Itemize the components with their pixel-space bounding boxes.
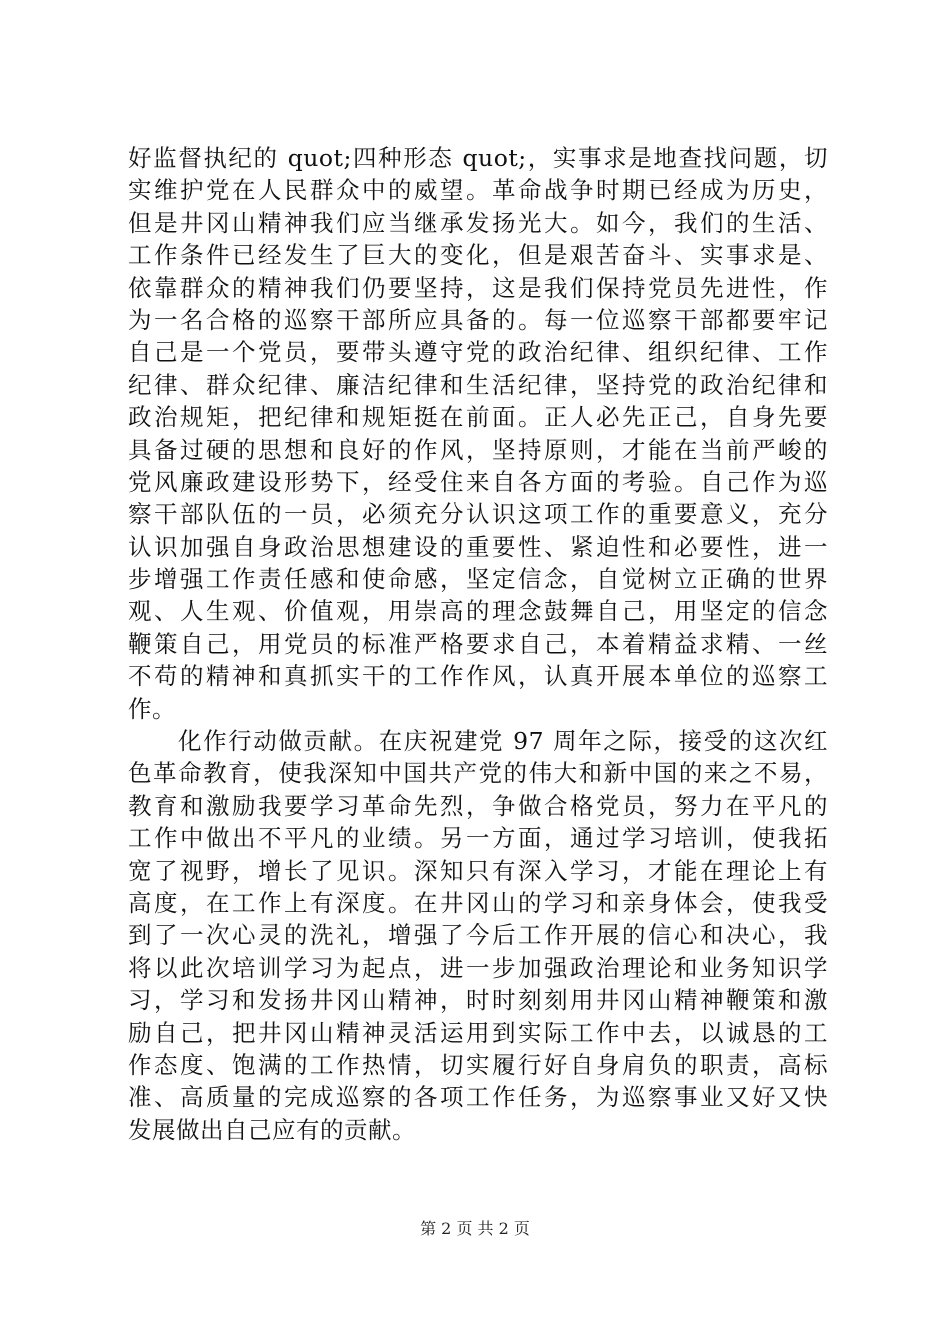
text-line: 作态度、饱满的工作热情，切实履行好自身肩负的职责，高标 (128, 1050, 828, 1079)
text-line: 习，学习和发扬井冈山精神，时时刻刻用井冈山精神鞭策和激 (128, 986, 828, 1015)
text-line: 党风廉政建设形势下，经受住来自各方面的考验。自己作为巡 (128, 467, 828, 496)
paragraph-1 (128, 142, 828, 725)
page-footer (0, 1216, 950, 1239)
text-line: 将以此次培训学习为起点，进一步加强政治理论和业务知识学 (128, 953, 828, 982)
text-line: 发展做出自己应有的贡献。 (128, 1115, 416, 1144)
text-line: 宽了视野，增长了见识。深知只有深入学习，才能在理论上有 (128, 856, 828, 885)
text-line: 观、人生观、价值观，用崇高的理念鼓舞自己，用坚定的信念 (128, 597, 828, 626)
text-line: 工作中做出不平凡的业绩。另一方面，通过学习培训，使我拓 (128, 824, 828, 853)
text-line: 化作行动做贡献。在庆祝建党 97 周年之际，接受的这次红 (178, 727, 828, 756)
text-line: 教育和激励我要学习革命先烈，争做合格党员，努力在平凡的 (128, 791, 828, 820)
text-line: 政治规矩，把纪律和规矩挺在前面。正人必先正己，自身先要 (128, 403, 828, 432)
text-line: 但是井冈山精神我们应当继承发扬光大。如今，我们的生活、 (128, 208, 828, 237)
text-line: 纪律、群众纪律、廉洁纪律和生活纪律，坚持党的政治纪律和 (128, 370, 828, 399)
text-line: 不苟的精神和真抓实干的工作作风，认真开展本单位的巡察工 (128, 662, 828, 691)
text-line: 具备过硬的思想和良好的作风，坚持原则，才能在当前严峻的 (128, 435, 828, 464)
text-line: 作。 (128, 694, 176, 723)
text-line: 鞭策自己，用党员的标准严格要求自己，本着精益求精、一丝 (128, 629, 828, 658)
paragraph-2 (128, 725, 828, 1146)
text-line: 实维护党在人民群众中的威望。革命战争时期已经成为历史， (128, 176, 828, 205)
text-line: 为一名合格的巡察干部所应具备的。每一位巡察干部都要牢记 (128, 305, 828, 334)
text-line: 励自己，把井冈山精神灵活运用到实际工作中去，以诚恳的工 (128, 1018, 828, 1047)
text-line: 准、高质量的完成巡察的各项工作任务，为巡察事业又好又快 (128, 1083, 828, 1112)
text-line: 步增强工作责任感和使命感，坚定信念，自觉树立正确的世界 (128, 565, 828, 594)
body-text (128, 142, 828, 1146)
text-line: 工作条件已经发生了巨大的变化，但是艰苦奋斗、实事求是、 (128, 241, 828, 270)
text-line: 到了一次心灵的洗礼，增强了今后工作开展的信心和决心，我 (128, 921, 828, 950)
text-line: 色革命教育，使我深知中国共产党的伟大和新中国的来之不易， (128, 759, 828, 788)
text-line: 察干部队伍的一员，必须充分认识这项工作的重要意义，充分 (128, 500, 828, 529)
text-line: 好监督执纪的 quot;四种形态 quot;，实事求是地查找问题，切 (128, 144, 828, 172)
text-line: 高度，在工作上有深度。在井冈山的学习和亲身体会，使我受 (128, 888, 828, 917)
text-line: 依靠群众的精神我们仍要坚持，这是我们保持党员先进性，作 (128, 273, 828, 302)
page-number: 第 2 页 共 2 页 (420, 1219, 530, 1238)
text-line: 自己是一个党员，要带头遵守党的政治纪律、组织纪律、工作 (128, 338, 828, 367)
text-line: 认识加强自身政治思想建设的重要性、紧迫性和必要性，进一 (128, 532, 828, 561)
